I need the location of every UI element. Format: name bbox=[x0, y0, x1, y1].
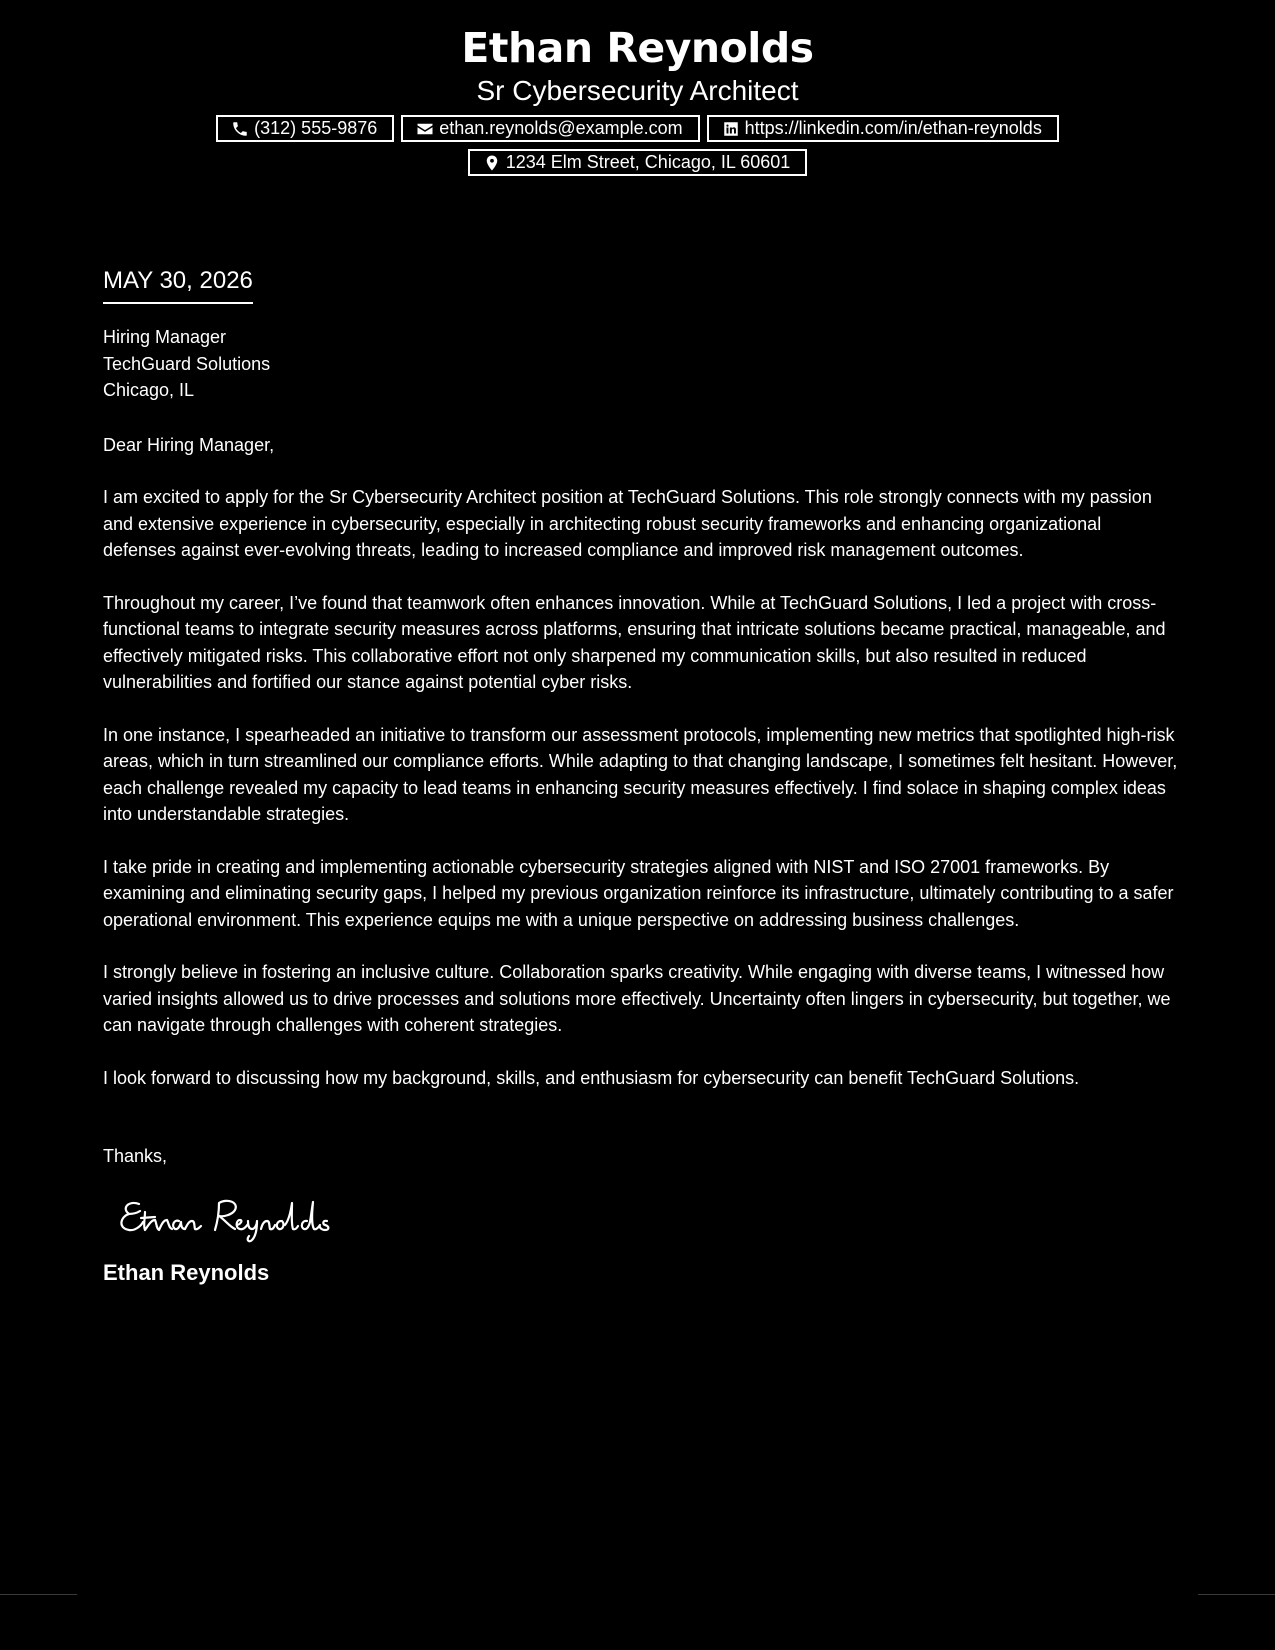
map-pin-icon bbox=[483, 154, 501, 172]
address-contact[interactable] bbox=[468, 149, 808, 176]
phone-contact[interactable] bbox=[216, 115, 394, 142]
contact-row-1 bbox=[0, 115, 1275, 142]
phone-icon bbox=[231, 120, 249, 138]
letterhead bbox=[0, 22, 1275, 176]
paragraph: I take pride in creating and implementing actionable cybersecurity strategies aligned with NIST and ISO 27001 frameworks. By examining and eliminating security gaps, I helped my previous organization reinforce its infrastructure, ultimately contributing to a safer operational environment. This experience equips me with a unique perspective on addressing business challenges. bbox=[103, 856, 1174, 930]
applicant-title: Sr Cybersecurity Architect bbox=[476, 75, 799, 106]
letter-date: MAY 30, 2026 bbox=[103, 266, 253, 304]
recipient-location: Chicago, IL bbox=[103, 380, 195, 400]
footer-divider-left bbox=[0, 1594, 77, 1595]
salutation: Dear Hiring Manager, bbox=[103, 434, 275, 455]
paragraph: I am excited to apply for the Sr Cybersecurity Architect position at TechGuard Solutions. This role strongly connects with my passion and extensive experience in cybersecurity, especially in architecting robust security frameworks and enhancing organizational defenses against ever-evolving threats, leading to increased compliance and improved risk management outcomes. bbox=[103, 487, 1152, 560]
contact-row-2 bbox=[0, 149, 1275, 176]
paragraph: In one instance, I spearheaded an initiative to transform our assessment protocols, implementing new metrics that spotlighted high-risk areas, which in turn streamlined our compliance efforts. While adapting to that changing landscape, I sometimes felt hesitant. However, each challenge revealed my capacity to lead teams in enhancing security measures effectively. I find solace in shaping complex ideas into understandable strategies. bbox=[103, 724, 1178, 824]
footer-divider-right bbox=[1198, 1594, 1275, 1595]
signature-image bbox=[115, 1190, 375, 1252]
email-text: ethan.reynolds@example.com bbox=[439, 118, 683, 138]
recipient-company: TechGuard Solutions bbox=[103, 353, 271, 374]
applicant-name: Ethan Reynolds bbox=[461, 24, 814, 72]
paragraph: I look forward to discussing how my background, skills, and enthusiasm for cybersecurity can benefit TechGuard Solutions. bbox=[103, 1067, 1080, 1088]
linkedin-text: https://linkedin.com/in/ethan-reynolds bbox=[744, 118, 1042, 138]
envelope-icon bbox=[416, 120, 434, 138]
paragraph: I strongly believe in fostering an inclusive culture. Collaboration sparks creativity. While engaging with diverse teams, I witnessed how varied insights allowed us to drive processes and solutions more effectively. Uncertainty often lingers in cybersecurity, but together, we can navigate through challenges with coherent strategies. bbox=[103, 962, 1171, 1035]
letter-body bbox=[103, 266, 1178, 1286]
signature-drawing bbox=[115, 1190, 355, 1246]
paragraph: Throughout my career, I’ve found that teamwork often enhances innovation. While at TechGuard Solutions, I led a project with cross-functional teams to integrate security measures across platforms, ensuring that intricate solutions became practical, manageable, and effectively mitigated risks. This collaborative effort not only sharpened my communication skills, but also resulted in reduced vulnerabilities and fortified our stance against potential cyber risks. bbox=[103, 592, 1166, 692]
linkedin-icon bbox=[722, 120, 740, 138]
email-contact[interactable] bbox=[401, 115, 699, 142]
linkedin-contact[interactable] bbox=[707, 115, 1059, 142]
address-text: 1234 Elm Street, Chicago, IL 60601 bbox=[505, 152, 791, 172]
closing: Thanks, bbox=[103, 1146, 168, 1166]
signer-name: Ethan Reynolds bbox=[103, 1259, 270, 1285]
phone-text: (312) 555-9876 bbox=[254, 118, 378, 138]
recipient-block bbox=[103, 324, 1178, 404]
recipient-name: Hiring Manager bbox=[103, 327, 227, 347]
